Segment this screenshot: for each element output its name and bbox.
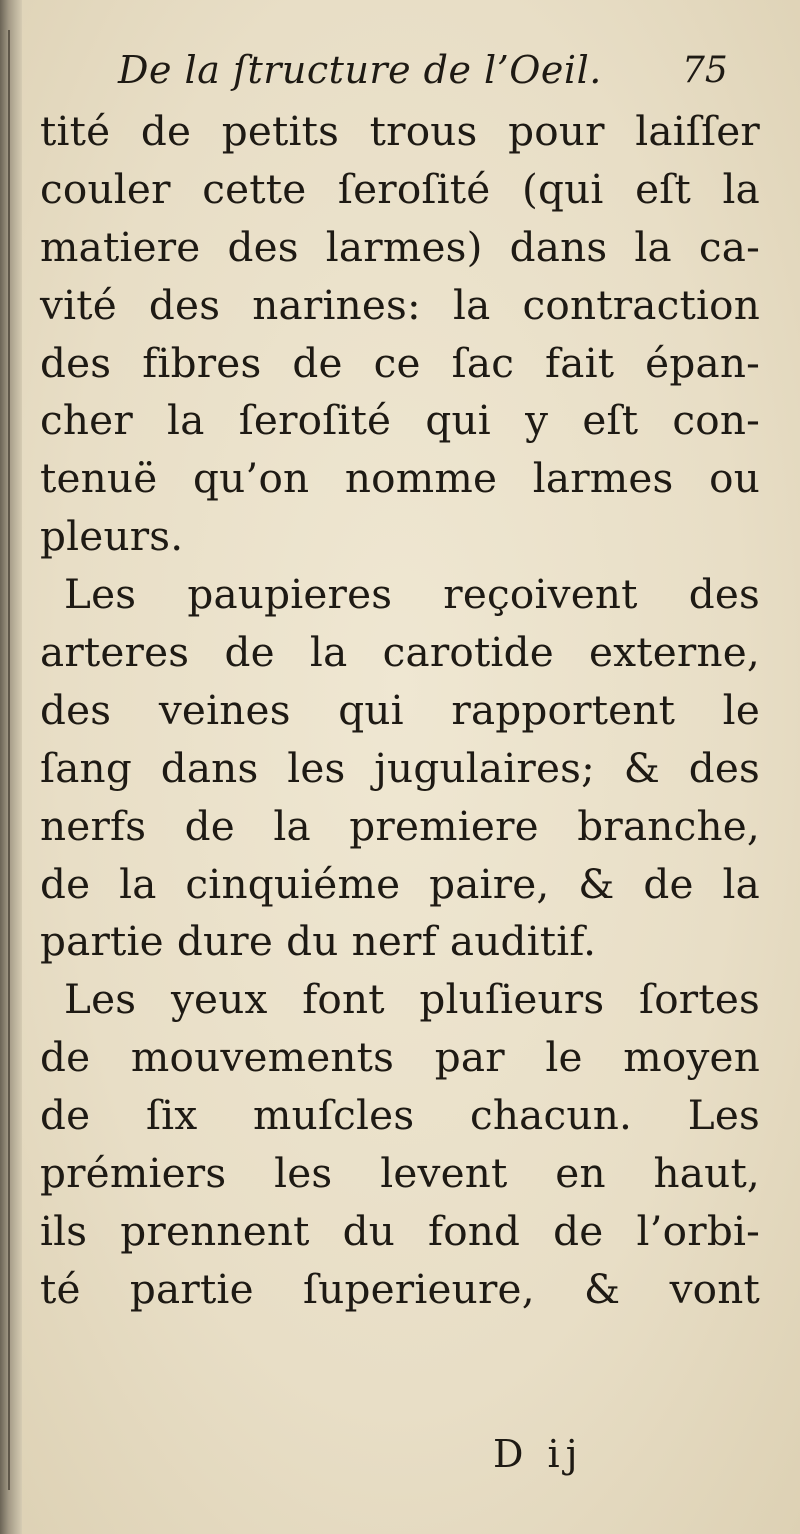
text-line: partie dure du nerf auditif.	[40, 917, 597, 966]
text-line: cher la ſeroſité qui y eſt con-	[40, 396, 760, 445]
page-header	[0, 38, 800, 98]
text-line: Les paupieres reçoivent des	[64, 570, 760, 619]
text-line: ſang dans les jugulaires; & des	[40, 743, 760, 792]
text-line: couler cette ſeroſité (qui eſt la	[40, 164, 760, 213]
text-line: pleurs.	[40, 512, 184, 561]
page-number: 75	[682, 50, 728, 91]
running-title: De la ſtructure de l’Oeil.	[118, 48, 602, 92]
text-line: nerfs de la premiere branche,	[40, 801, 760, 850]
text-line: de mouvements par le moyen	[40, 1033, 760, 1082]
text-line: tité de petits trous pour laiſſer	[40, 107, 760, 155]
page-gutter	[0, 0, 22, 1534]
text-line: ils prennent du fond de l’orbi-	[40, 1206, 760, 1255]
body-text	[40, 103, 760, 1319]
binding-edge	[8, 30, 10, 1490]
text-line: Les yeux font pluſieurs ſortes	[64, 975, 760, 1024]
text-line: matiere des larmes) dans la ca-	[40, 222, 760, 271]
signature-mark: D ij	[493, 1432, 584, 1476]
text-line: vité des narines: la contraction	[40, 280, 760, 329]
text-line: arteres de la carotide externe,	[40, 628, 760, 677]
text-line: des veines qui rapportent le	[40, 685, 760, 734]
text-line: té partie ſuperieure, & vont	[40, 1264, 760, 1313]
text-line: prémiers les levent en haut,	[40, 1149, 760, 1198]
text-line: tenuë qu’on nomme larmes ou	[40, 454, 760, 503]
text-line: de ſix muſcles chacun. Les	[40, 1091, 760, 1140]
text-line: des fibres de ce ſac fait épan-	[40, 338, 760, 387]
text-line: de la cinquiéme paire, & de la	[40, 859, 760, 908]
